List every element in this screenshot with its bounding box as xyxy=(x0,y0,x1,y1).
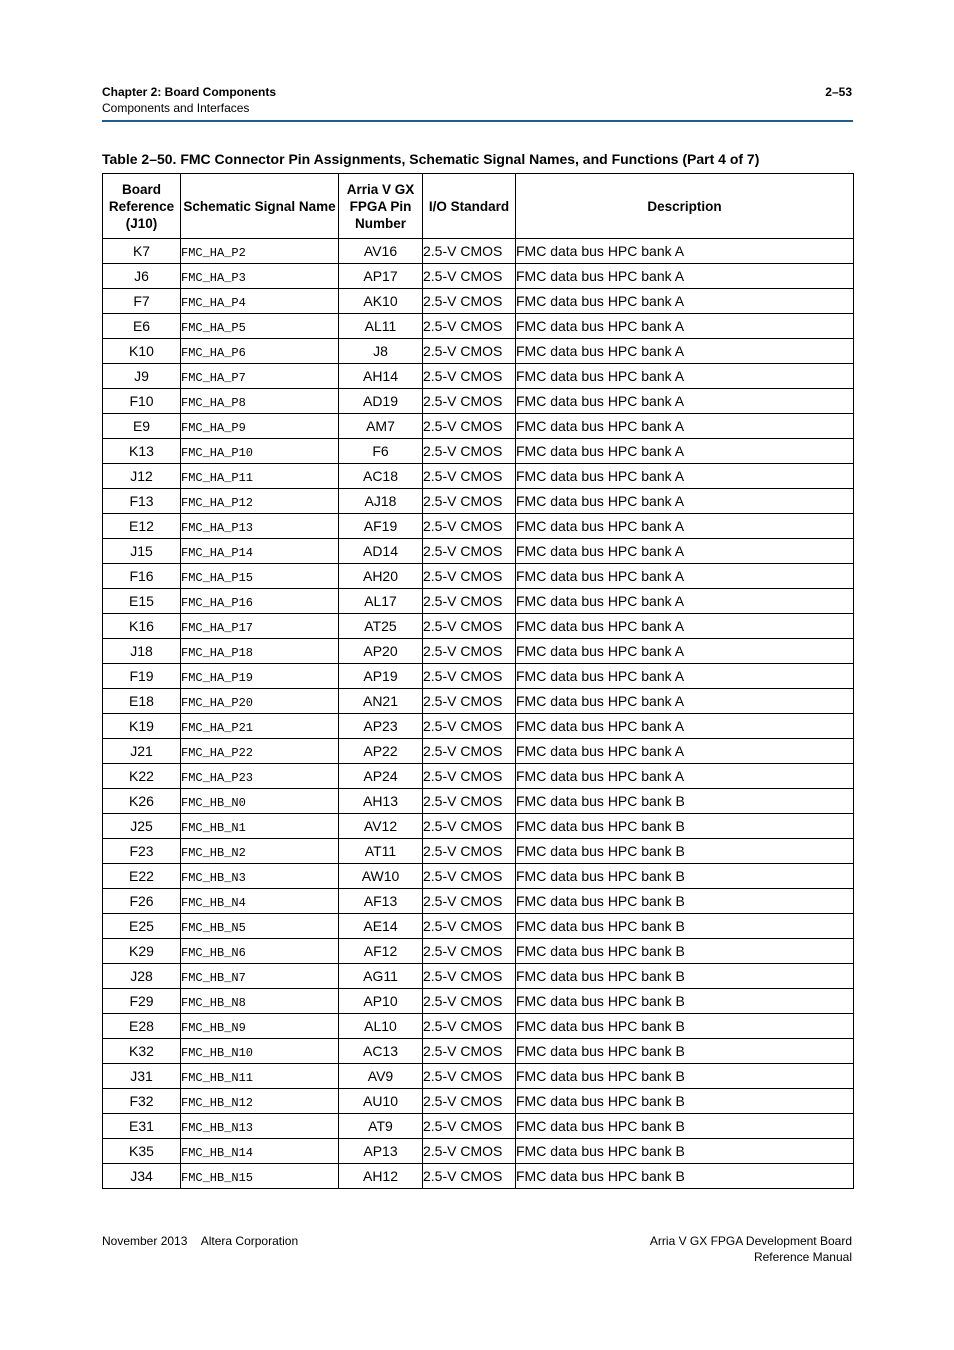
io-standard-cell: 2.5-V CMOS xyxy=(423,439,516,464)
board-reference-cell: F26 xyxy=(103,889,181,914)
description-cell: FMC data bus HPC bank A xyxy=(516,539,854,564)
signal-name-cell xyxy=(181,1089,339,1114)
description-cell: FMC data bus HPC bank B xyxy=(516,1164,854,1189)
board-reference-cell: F23 xyxy=(103,839,181,864)
fpga-pin-cell: AM7 xyxy=(339,414,423,439)
signal-name-cell xyxy=(181,389,339,414)
io-standard-cell: 2.5-V CMOS xyxy=(423,489,516,514)
signal-name-cell xyxy=(181,964,339,989)
signal-name-cell xyxy=(181,914,339,939)
board-reference-cell: E31 xyxy=(103,1114,181,1139)
table-row xyxy=(103,664,854,689)
table-row xyxy=(103,489,854,514)
table-header-row xyxy=(103,174,854,239)
board-reference-cell: J12 xyxy=(103,464,181,489)
signal-name-text: FMC_HA_P6 xyxy=(181,346,246,360)
signal-name-cell xyxy=(181,814,339,839)
signal-name-cell xyxy=(181,689,339,714)
fpga-pin-cell: AU10 xyxy=(339,1089,423,1114)
io-standard-cell: 2.5-V CMOS xyxy=(423,964,516,989)
signal-name-text: FMC_HA_P17 xyxy=(181,621,254,635)
table-row xyxy=(103,1114,854,1139)
fpga-pin-cell: AP23 xyxy=(339,714,423,739)
board-reference-cell: J25 xyxy=(103,814,181,839)
page-footer-left xyxy=(102,1233,298,1249)
board-reference-cell: K16 xyxy=(103,614,181,639)
signal-name-text: FMC_HB_N3 xyxy=(181,871,246,885)
table-row xyxy=(103,239,854,264)
table-row xyxy=(103,764,854,789)
description-cell: FMC data bus HPC bank B xyxy=(516,1114,854,1139)
signal-name-text: FMC_HB_N13 xyxy=(181,1121,254,1135)
table-row xyxy=(103,914,854,939)
description-cell: FMC data bus HPC bank B xyxy=(516,989,854,1014)
signal-name-text: FMC_HA_P9 xyxy=(181,421,246,435)
signal-name-cell xyxy=(181,339,339,364)
description-cell: FMC data bus HPC bank A xyxy=(516,664,854,689)
board-reference-cell: F10 xyxy=(103,389,181,414)
signal-name-text: FMC_HA_P4 xyxy=(181,296,246,310)
fpga-pin-cell: AL11 xyxy=(339,314,423,339)
signal-name-text: FMC_HB_N2 xyxy=(181,846,246,860)
io-standard-cell: 2.5-V CMOS xyxy=(423,1089,516,1114)
column-header-description: Description xyxy=(516,174,854,239)
signal-name-cell xyxy=(181,1114,339,1139)
board-reference-cell: E18 xyxy=(103,689,181,714)
board-reference-cell: K32 xyxy=(103,1039,181,1064)
fpga-pin-cell: AP10 xyxy=(339,989,423,1014)
signal-name-text: FMC_HB_N10 xyxy=(181,1046,254,1060)
description-cell: FMC data bus HPC bank B xyxy=(516,814,854,839)
description-cell: FMC data bus HPC bank A xyxy=(516,264,854,289)
signal-name-text: FMC_HA_P20 xyxy=(181,696,254,710)
signal-name-cell xyxy=(181,764,339,789)
table-row xyxy=(103,289,854,314)
table-row xyxy=(103,364,854,389)
chapter-title: Chapter 2: Board Components xyxy=(102,85,277,99)
io-standard-cell: 2.5-V CMOS xyxy=(423,814,516,839)
table-row xyxy=(103,1064,854,1089)
fpga-pin-cell: AN21 xyxy=(339,689,423,714)
signal-name-text: FMC_HA_P8 xyxy=(181,396,246,410)
fpga-pin-cell: AD14 xyxy=(339,539,423,564)
signal-name-text: FMC_HB_N8 xyxy=(181,996,246,1010)
description-cell: FMC data bus HPC bank B xyxy=(516,789,854,814)
fpga-pin-cell: AV12 xyxy=(339,814,423,839)
signal-name-cell xyxy=(181,614,339,639)
io-standard-cell: 2.5-V CMOS xyxy=(423,339,516,364)
io-standard-cell: 2.5-V CMOS xyxy=(423,589,516,614)
fpga-pin-cell: F6 xyxy=(339,439,423,464)
io-standard-cell: 2.5-V CMOS xyxy=(423,1139,516,1164)
io-standard-cell: 2.5-V CMOS xyxy=(423,639,516,664)
column-header-fpga-pin: Arria V GX FPGA Pin Number xyxy=(339,174,423,239)
description-cell: FMC data bus HPC bank B xyxy=(516,1039,854,1064)
io-standard-cell: 2.5-V CMOS xyxy=(423,289,516,314)
board-reference-cell: F13 xyxy=(103,489,181,514)
description-cell: FMC data bus HPC bank A xyxy=(516,489,854,514)
signal-name-cell xyxy=(181,1139,339,1164)
signal-name-cell xyxy=(181,864,339,889)
board-reference-cell: J15 xyxy=(103,539,181,564)
signal-name-text: FMC_HA_P2 xyxy=(181,246,246,260)
table-row xyxy=(103,514,854,539)
board-reference-cell: J21 xyxy=(103,739,181,764)
fpga-pin-cell: AP19 xyxy=(339,664,423,689)
description-cell: FMC data bus HPC bank A xyxy=(516,639,854,664)
signal-name-text: FMC_HA_P21 xyxy=(181,721,254,735)
signal-name-cell xyxy=(181,1064,339,1089)
io-standard-cell: 2.5-V CMOS xyxy=(423,989,516,1014)
signal-name-text: FMC_HA_P13 xyxy=(181,521,254,535)
fpga-pin-cell: AT9 xyxy=(339,1114,423,1139)
table-row xyxy=(103,814,854,839)
description-cell: FMC data bus HPC bank B xyxy=(516,1139,854,1164)
description-cell: FMC data bus HPC bank B xyxy=(516,1089,854,1114)
fpga-pin-cell: AV9 xyxy=(339,1064,423,1089)
description-cell: FMC data bus HPC bank A xyxy=(516,414,854,439)
table-row xyxy=(103,714,854,739)
signal-name-text: FMC_HA_P15 xyxy=(181,571,254,585)
description-cell: FMC data bus HPC bank B xyxy=(516,939,854,964)
signal-name-cell xyxy=(181,514,339,539)
description-cell: FMC data bus HPC bank A xyxy=(516,364,854,389)
signal-name-text: FMC_HA_P19 xyxy=(181,671,254,685)
signal-name-text: FMC_HA_P11 xyxy=(181,471,254,485)
table-row xyxy=(103,314,854,339)
table-row xyxy=(103,864,854,889)
io-standard-cell: 2.5-V CMOS xyxy=(423,1014,516,1039)
signal-name-cell xyxy=(181,789,339,814)
board-reference-cell: E12 xyxy=(103,514,181,539)
io-standard-cell: 2.5-V CMOS xyxy=(423,664,516,689)
board-reference-cell: E15 xyxy=(103,589,181,614)
table-row xyxy=(103,989,854,1014)
fpga-pin-cell: AP17 xyxy=(339,264,423,289)
io-standard-cell: 2.5-V CMOS xyxy=(423,539,516,564)
table-row xyxy=(103,739,854,764)
table-row xyxy=(103,589,854,614)
page-number: 2–53 xyxy=(825,85,852,99)
signal-name-text: FMC_HA_P23 xyxy=(181,771,254,785)
signal-name-cell xyxy=(181,1014,339,1039)
section-title: Components and Interfaces xyxy=(102,101,250,115)
signal-name-text: FMC_HA_P22 xyxy=(181,746,254,760)
description-cell: FMC data bus HPC bank B xyxy=(516,964,854,989)
fpga-pin-cell: AP22 xyxy=(339,739,423,764)
fpga-pin-cell: AF12 xyxy=(339,939,423,964)
signal-name-cell xyxy=(181,464,339,489)
fpga-pin-cell: AC18 xyxy=(339,464,423,489)
signal-name-text: FMC_HA_P14 xyxy=(181,546,254,560)
signal-name-cell xyxy=(181,264,339,289)
description-cell: FMC data bus HPC bank A xyxy=(516,239,854,264)
signal-name-cell xyxy=(181,564,339,589)
table-row xyxy=(103,539,854,564)
description-cell: FMC data bus HPC bank A xyxy=(516,289,854,314)
io-standard-cell: 2.5-V CMOS xyxy=(423,1064,516,1089)
signal-name-cell xyxy=(181,1039,339,1064)
board-reference-cell: J28 xyxy=(103,964,181,989)
table-row xyxy=(103,614,854,639)
signal-name-text: FMC_HB_N4 xyxy=(181,896,246,910)
description-cell: FMC data bus HPC bank A xyxy=(516,614,854,639)
fpga-pin-cell: AJ18 xyxy=(339,489,423,514)
io-standard-cell: 2.5-V CMOS xyxy=(423,464,516,489)
io-standard-cell: 2.5-V CMOS xyxy=(423,864,516,889)
board-reference-cell: K35 xyxy=(103,1139,181,1164)
signal-name-text: FMC_HA_P5 xyxy=(181,321,246,335)
io-standard-cell: 2.5-V CMOS xyxy=(423,714,516,739)
board-reference-cell: J18 xyxy=(103,639,181,664)
table-row xyxy=(103,789,854,814)
signal-name-cell xyxy=(181,414,339,439)
description-cell: FMC data bus HPC bank A xyxy=(516,339,854,364)
fpga-pin-cell: AF13 xyxy=(339,889,423,914)
table-row xyxy=(103,839,854,864)
description-cell: FMC data bus HPC bank A xyxy=(516,689,854,714)
signal-name-text: FMC_HA_P18 xyxy=(181,646,254,660)
fpga-pin-cell: AV16 xyxy=(339,239,423,264)
fpga-pin-cell: AD19 xyxy=(339,389,423,414)
fpga-pin-cell: AF19 xyxy=(339,514,423,539)
description-cell: FMC data bus HPC bank A xyxy=(516,314,854,339)
signal-name-text: FMC_HA_P16 xyxy=(181,596,254,610)
signal-name-text: FMC_HB_N5 xyxy=(181,921,246,935)
description-cell: FMC data bus HPC bank A xyxy=(516,739,854,764)
description-cell: FMC data bus HPC bank B xyxy=(516,1064,854,1089)
io-standard-cell: 2.5-V CMOS xyxy=(423,389,516,414)
table-caption: Table 2–50. FMC Connector Pin Assignments, Schematic Signal Names, and Functions (Part 4 of 7) xyxy=(102,151,760,167)
table-row xyxy=(103,639,854,664)
signal-name-text: FMC_HA_P3 xyxy=(181,271,246,285)
fpga-pin-cell: AW10 xyxy=(339,864,423,889)
board-reference-cell: E22 xyxy=(103,864,181,889)
board-reference-cell: E6 xyxy=(103,314,181,339)
board-reference-cell: K7 xyxy=(103,239,181,264)
signal-name-text: FMC_HB_N12 xyxy=(181,1096,254,1110)
io-standard-cell: 2.5-V CMOS xyxy=(423,789,516,814)
description-cell: FMC data bus HPC bank A xyxy=(516,589,854,614)
board-reference-cell: K29 xyxy=(103,939,181,964)
table-row xyxy=(103,464,854,489)
signal-name-cell xyxy=(181,239,339,264)
io-standard-cell: 2.5-V CMOS xyxy=(423,839,516,864)
fpga-pin-cell: AH12 xyxy=(339,1164,423,1189)
description-cell: FMC data bus HPC bank A xyxy=(516,439,854,464)
page-footer-right xyxy=(650,1233,852,1265)
column-header-signal-name: Schematic Signal Name xyxy=(181,174,339,239)
io-standard-cell: 2.5-V CMOS xyxy=(423,1039,516,1064)
signal-name-text: FMC_HA_P12 xyxy=(181,496,254,510)
signal-name-text: FMC_HB_N14 xyxy=(181,1146,254,1160)
description-cell: FMC data bus HPC bank B xyxy=(516,914,854,939)
signal-name-cell xyxy=(181,539,339,564)
footer-doc-title: Arria V GX FPGA Development Board xyxy=(649,1234,852,1248)
io-standard-cell: 2.5-V CMOS xyxy=(423,314,516,339)
fpga-pin-cell: AP24 xyxy=(339,764,423,789)
io-standard-cell: 2.5-V CMOS xyxy=(423,1114,516,1139)
table-row xyxy=(103,939,854,964)
signal-name-cell xyxy=(181,939,339,964)
board-reference-cell: E25 xyxy=(103,914,181,939)
io-standard-cell: 2.5-V CMOS xyxy=(423,264,516,289)
fpga-pin-cell: AE14 xyxy=(339,914,423,939)
fpga-pin-cell: AL17 xyxy=(339,589,423,614)
io-standard-cell: 2.5-V CMOS xyxy=(423,889,516,914)
signal-name-text: FMC_HA_P10 xyxy=(181,446,254,460)
board-reference-cell: K13 xyxy=(103,439,181,464)
description-cell: FMC data bus HPC bank B xyxy=(516,839,854,864)
signal-name-cell xyxy=(181,289,339,314)
description-cell: FMC data bus HPC bank A xyxy=(516,514,854,539)
io-standard-cell: 2.5-V CMOS xyxy=(423,364,516,389)
footer-doc-subtitle: Reference Manual xyxy=(753,1250,852,1264)
signal-name-text: FMC_HB_N11 xyxy=(181,1071,254,1085)
io-standard-cell: 2.5-V CMOS xyxy=(423,739,516,764)
fpga-pin-cell: AP13 xyxy=(339,1139,423,1164)
board-reference-cell: F19 xyxy=(103,664,181,689)
footer-company: Altera Corporation xyxy=(200,1234,299,1248)
signal-name-text: FMC_HB_N7 xyxy=(181,971,246,985)
signal-name-cell xyxy=(181,639,339,664)
board-reference-cell: F7 xyxy=(103,289,181,314)
table-row xyxy=(103,1039,854,1064)
description-cell: FMC data bus HPC bank A xyxy=(516,714,854,739)
signal-name-cell xyxy=(181,714,339,739)
table-row xyxy=(103,414,854,439)
signal-name-text: FMC_HB_N0 xyxy=(181,796,246,810)
signal-name-cell xyxy=(181,589,339,614)
description-cell: FMC data bus HPC bank A xyxy=(516,764,854,789)
header-divider xyxy=(102,120,853,122)
table-row xyxy=(103,1014,854,1039)
table-body xyxy=(103,239,854,1189)
signal-name-cell xyxy=(181,439,339,464)
fpga-pin-cell: AT11 xyxy=(339,839,423,864)
io-standard-cell: 2.5-V CMOS xyxy=(423,764,516,789)
fpga-pin-cell: AG11 xyxy=(339,964,423,989)
table-row xyxy=(103,689,854,714)
io-standard-cell: 2.5-V CMOS xyxy=(423,514,516,539)
table-row xyxy=(103,339,854,364)
description-cell: FMC data bus HPC bank B xyxy=(516,889,854,914)
column-header-io-standard: I/O Standard xyxy=(423,174,516,239)
table-row xyxy=(103,264,854,289)
signal-name-text: FMC_HA_P7 xyxy=(181,371,246,385)
signal-name-cell xyxy=(181,889,339,914)
board-reference-cell: K10 xyxy=(103,339,181,364)
io-standard-cell: 2.5-V CMOS xyxy=(423,914,516,939)
board-reference-cell: J9 xyxy=(103,364,181,389)
board-reference-cell: K22 xyxy=(103,764,181,789)
signal-name-text: FMC_HB_N15 xyxy=(181,1171,254,1185)
table-row xyxy=(103,389,854,414)
table-row xyxy=(103,564,854,589)
io-standard-cell: 2.5-V CMOS xyxy=(423,239,516,264)
column-header-board-reference: Board Reference (J10) xyxy=(103,174,181,239)
io-standard-cell: 2.5-V CMOS xyxy=(423,939,516,964)
table-row xyxy=(103,1164,854,1189)
footer-date: November 2013 xyxy=(102,1234,188,1248)
fpga-pin-cell: AH13 xyxy=(339,789,423,814)
fpga-pin-cell: AL10 xyxy=(339,1014,423,1039)
signal-name-cell xyxy=(181,664,339,689)
signal-name-cell xyxy=(181,839,339,864)
table-row xyxy=(103,889,854,914)
signal-name-text: FMC_HB_N1 xyxy=(181,821,246,835)
fpga-pin-cell: AC13 xyxy=(339,1039,423,1064)
board-reference-cell: F29 xyxy=(103,989,181,1014)
signal-name-cell xyxy=(181,364,339,389)
description-cell: FMC data bus HPC bank A xyxy=(516,389,854,414)
signal-name-cell xyxy=(181,989,339,1014)
io-standard-cell: 2.5-V CMOS xyxy=(423,414,516,439)
fpga-pin-cell: AT25 xyxy=(339,614,423,639)
table-row xyxy=(103,439,854,464)
board-reference-cell: E28 xyxy=(103,1014,181,1039)
io-standard-cell: 2.5-V CMOS xyxy=(423,564,516,589)
page-header-left xyxy=(102,84,276,116)
fpga-pin-cell: AP20 xyxy=(339,639,423,664)
signal-name-text: FMC_HB_N6 xyxy=(181,946,246,960)
io-standard-cell: 2.5-V CMOS xyxy=(423,614,516,639)
board-reference-cell: F16 xyxy=(103,564,181,589)
fpga-pin-cell: J8 xyxy=(339,339,423,364)
io-standard-cell: 2.5-V CMOS xyxy=(423,689,516,714)
board-reference-cell: J31 xyxy=(103,1064,181,1089)
fpga-pin-cell: AH20 xyxy=(339,564,423,589)
table-row xyxy=(103,1089,854,1114)
board-reference-cell: K26 xyxy=(103,789,181,814)
board-reference-cell: K19 xyxy=(103,714,181,739)
board-reference-cell: J34 xyxy=(103,1164,181,1189)
signal-name-cell xyxy=(181,739,339,764)
signal-name-cell xyxy=(181,314,339,339)
table-row xyxy=(103,1139,854,1164)
io-standard-cell: 2.5-V CMOS xyxy=(423,1164,516,1189)
signal-name-cell xyxy=(181,1164,339,1189)
fpga-pin-cell: AK10 xyxy=(339,289,423,314)
board-reference-cell: J6 xyxy=(103,264,181,289)
description-cell: FMC data bus HPC bank B xyxy=(516,1014,854,1039)
board-reference-cell: F32 xyxy=(103,1089,181,1114)
signal-name-text: FMC_HB_N9 xyxy=(181,1021,246,1035)
description-cell: FMC data bus HPC bank B xyxy=(516,864,854,889)
signal-name-cell xyxy=(181,489,339,514)
table-row xyxy=(103,964,854,989)
fpga-pin-cell: AH14 xyxy=(339,364,423,389)
description-cell: FMC data bus HPC bank A xyxy=(516,464,854,489)
board-reference-cell: E9 xyxy=(103,414,181,439)
description-cell: FMC data bus HPC bank A xyxy=(516,564,854,589)
pin-assignment-table xyxy=(102,173,854,1189)
